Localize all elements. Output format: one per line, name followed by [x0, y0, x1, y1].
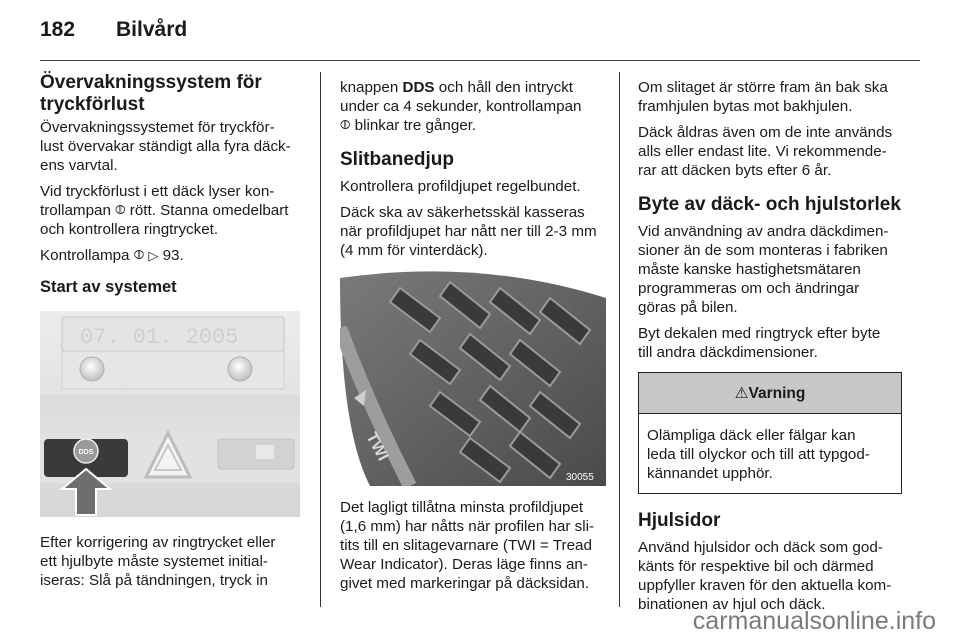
paragraph: Däck åldras även om de inte används alls eller endast lite. Vi rekommende- rar att däcken byts efter 6 år. — [638, 124, 893, 179]
paragraph — [40, 246, 308, 265]
paragraph: Om slitaget är större fram än bak ska framhjulen bytas mot bakhjulen. — [638, 79, 888, 115]
section-heading-tread-depth: Slitbanedjup — [340, 149, 454, 170]
dashboard-panel-image — [40, 311, 300, 517]
right-switch-icon — [256, 445, 274, 459]
paragraph: Däck ska av säkerhetsskäl kasseras när profildjupet har nått ner till 2-3 mm (4 mm för vinterdäck). — [340, 204, 597, 259]
paragraph: Efter korrigering av ringtrycket eller ett hjulbyte måste systemet initial- iseras: Slå på tändningen, tryck in — [40, 534, 276, 589]
paragraph: Kontrollera profildjupet regelbundet. — [340, 178, 581, 195]
column-divider — [320, 72, 321, 607]
twi-label: TWI — [362, 429, 392, 464]
paragraph: Byt dekalen med ringtryck efter byte till andra däckdimensioner. — [638, 325, 881, 361]
page-number: 182 — [40, 18, 76, 41]
text-run: och håll den intryckt under ca 4 sekunder, kontrollampan — [340, 79, 582, 115]
warning-text: Olämpliga däck eller fälgar kan leda till olyckor och till att typgod- kännandet upphör. — [647, 427, 870, 482]
tire-pressure-warning-icon: ⦷ — [133, 247, 145, 262]
column-2 — [340, 78, 606, 600]
section-heading-hubcaps: Hjulsidor — [638, 510, 721, 531]
panel-trim — [40, 395, 300, 417]
text-run: knappen — [340, 79, 403, 96]
column-3 — [638, 78, 904, 621]
paragraph: Använd hjulsidor och däck som god- känts för respektive bil och därmed uppfyller kraven för den aktuella kom- binationen av hjul och däck. — [638, 539, 892, 613]
paragraph — [40, 182, 308, 239]
page-header — [40, 18, 187, 48]
column-1 — [40, 72, 308, 597]
text-run: rött. Stanna omedelbart och kontrollera ringtrycket. — [40, 202, 289, 238]
header-divider — [40, 60, 920, 61]
text-run: Vid tryckförlust i ett däck lyser kon- trollampan — [40, 183, 275, 219]
watermark: carmanualsonline.info — [692, 607, 936, 635]
warning-box — [638, 372, 902, 494]
image-reference-number: 30055 — [566, 472, 594, 483]
tire-pressure-warning-icon: ⦷ — [340, 117, 351, 132]
paragraph: Vid användning av andra däckdimen- sioner än de som monteras i fabriken måste kanske hastighetsmätaren programmeras om och ändringar göras på bilen. — [638, 223, 889, 316]
warning-triangle-icon: ⚠ — [734, 384, 749, 402]
page-reference-arrow-icon: ▷ — [148, 248, 159, 263]
tire-tread-image — [340, 268, 606, 486]
column-divider — [619, 72, 620, 607]
subsection-heading-start: Start av systemet — [40, 278, 177, 296]
dds-button-reference: DDS — [402, 79, 435, 96]
chapter-title: Bilvård — [116, 18, 188, 41]
paragraph: Övervakningssystemet för tryckför- lust övervakar ständigt alla fyra däck- ens varvtal. — [40, 119, 291, 174]
text-run: Kontrollampa — [40, 247, 134, 264]
panel-button-left — [80, 357, 104, 381]
display-readout: 07. 01. 2005 — [80, 325, 239, 350]
text-run: blinkar tre gånger. — [350, 117, 477, 134]
paragraph: Det lagligt tillåtna minsta profildjupet (1,6 mm) har nåtts när profilen har sli- tits till en slitagevarnare (TWI = Tread Wear Indicator). Deras läge finns an- givet med markeringar på däcksidan. — [340, 499, 595, 592]
tire-pressure-warning-icon: ⦷ — [115, 202, 126, 217]
section-heading-tire-size-change: Byte av däck- och hjulstorlek — [638, 194, 901, 215]
section-heading-pressure-loss: Övervakningssystem för tryckförlust — [40, 72, 262, 115]
paragraph — [340, 78, 606, 135]
page-reference-link[interactable]: 93. — [158, 247, 184, 264]
dds-button-label: DDS — [78, 449, 94, 456]
warning-header — [639, 373, 901, 414]
panel-button-right — [228, 357, 252, 381]
warning-title: Varning — [748, 384, 806, 402]
